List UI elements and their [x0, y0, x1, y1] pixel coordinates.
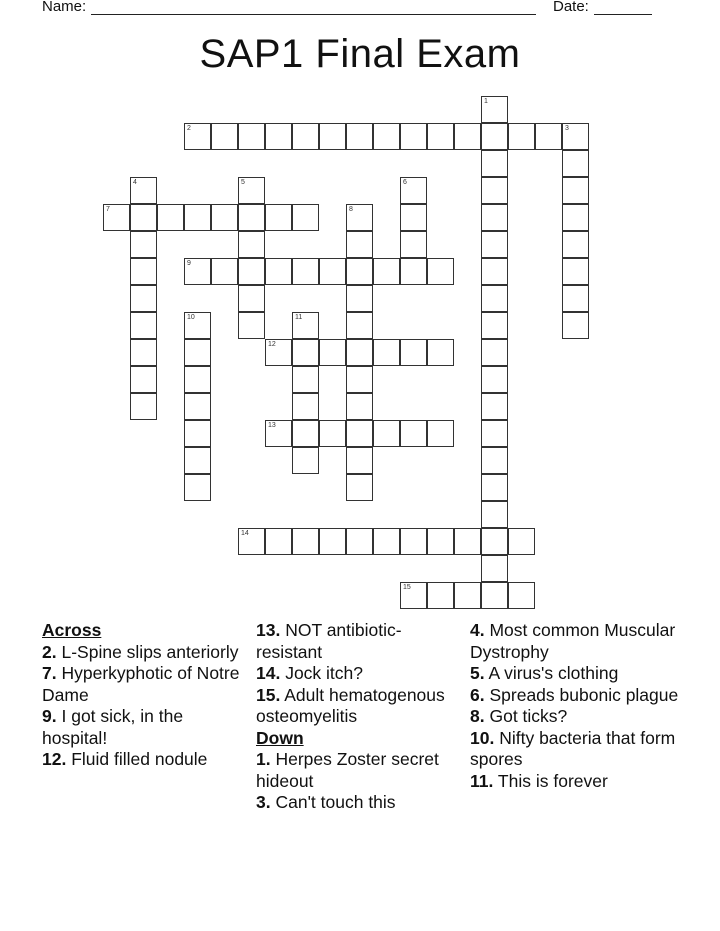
grid-cell[interactable]: [130, 339, 157, 366]
grid-cell[interactable]: [427, 582, 454, 609]
grid-cell[interactable]: [508, 528, 535, 555]
clue-number: 1: [484, 98, 488, 105]
grid-cell[interactable]: [238, 528, 265, 555]
grid-cell[interactable]: [265, 258, 292, 285]
grid-cell[interactable]: [346, 447, 373, 474]
clue-down-11: 11. This is forever: [470, 770, 608, 791]
grid-cell[interactable]: [481, 96, 508, 123]
grid-cell[interactable]: [400, 204, 427, 231]
clue-number: 6: [403, 179, 407, 186]
grid-cell[interactable]: [265, 123, 292, 150]
grid-cell[interactable]: [481, 150, 508, 177]
grid-cell[interactable]: [238, 312, 265, 339]
grid-cell[interactable]: [481, 474, 508, 501]
grid-cell[interactable]: [481, 204, 508, 231]
grid-cell[interactable]: [130, 393, 157, 420]
grid-cell[interactable]: [562, 177, 589, 204]
grid-cell[interactable]: [373, 258, 400, 285]
grid-cell[interactable]: [130, 177, 157, 204]
grid-cell[interactable]: [481, 447, 508, 474]
grid-cell[interactable]: [319, 420, 346, 447]
grid-cell[interactable]: [346, 123, 373, 150]
grid-cell[interactable]: [346, 204, 373, 231]
grid-cell[interactable]: [346, 258, 373, 285]
grid-cell[interactable]: [292, 528, 319, 555]
grid-cell[interactable]: [130, 312, 157, 339]
clue-number: 2: [187, 125, 191, 132]
grid-cell[interactable]: [481, 501, 508, 528]
grid-cell[interactable]: [238, 177, 265, 204]
clue-column-1: [42, 620, 247, 771]
clue-down-4: 4. Most common Muscular Dystrophy: [470, 620, 676, 662]
grid-cell[interactable]: [103, 204, 130, 231]
grid-cell[interactable]: [373, 339, 400, 366]
grid-cell[interactable]: [292, 204, 319, 231]
grid-cell[interactable]: [481, 258, 508, 285]
clue-number: 4: [133, 179, 137, 186]
grid-cell[interactable]: [400, 177, 427, 204]
grid-cell[interactable]: [454, 528, 481, 555]
grid-cell[interactable]: [265, 339, 292, 366]
grid-cell[interactable]: [481, 123, 508, 150]
grid-cell[interactable]: [427, 339, 454, 366]
clue-down-1: 1. Herpes Zoster secret hideout: [256, 749, 439, 791]
grid-cell[interactable]: [184, 393, 211, 420]
grid-cell[interactable]: [400, 582, 427, 609]
grid-cell[interactable]: [265, 528, 292, 555]
grid-cell[interactable]: [238, 231, 265, 258]
grid-cell[interactable]: [373, 528, 400, 555]
grid-cell[interactable]: [481, 582, 508, 609]
grid-cell[interactable]: [292, 339, 319, 366]
grid-cell[interactable]: [184, 420, 211, 447]
grid-cell[interactable]: [427, 420, 454, 447]
grid-cell[interactable]: [130, 204, 157, 231]
grid-cell[interactable]: [562, 312, 589, 339]
grid-cell[interactable]: [292, 123, 319, 150]
grid-cell[interactable]: [481, 366, 508, 393]
grid-cell[interactable]: [481, 420, 508, 447]
grid-cell[interactable]: [130, 366, 157, 393]
clue-down-3: 3. Can't touch this: [256, 792, 396, 812]
clue-number: 13: [268, 422, 276, 429]
clue-number: 3: [565, 125, 569, 132]
grid-cell[interactable]: [481, 555, 508, 582]
clue-number: 5: [241, 179, 245, 186]
clue-down-6: 6. Spreads bubonic plague: [470, 684, 679, 705]
clue-number: 12: [268, 341, 276, 348]
grid-cell[interactable]: [346, 474, 373, 501]
grid-cell[interactable]: [184, 366, 211, 393]
grid-cell[interactable]: [238, 258, 265, 285]
grid-cell[interactable]: [454, 123, 481, 150]
grid-cell[interactable]: [184, 447, 211, 474]
grid-cell[interactable]: [238, 285, 265, 312]
clue-down-10: 10. Nifty bacteria that form spores: [470, 727, 676, 769]
grid-cell[interactable]: [427, 123, 454, 150]
grid-cell[interactable]: [211, 123, 238, 150]
grid-cell[interactable]: [373, 123, 400, 150]
grid-cell[interactable]: [292, 447, 319, 474]
grid-cell[interactable]: [211, 258, 238, 285]
grid-cell[interactable]: [562, 150, 589, 177]
clue-number: 11: [295, 314, 303, 321]
grid-cell[interactable]: [400, 123, 427, 150]
grid-cell[interactable]: [346, 366, 373, 393]
grid-cell[interactable]: [562, 123, 589, 150]
grid-cell[interactable]: [292, 366, 319, 393]
clue-across-14: 14. Jock itch?: [256, 663, 364, 683]
grid-cell[interactable]: [400, 258, 427, 285]
clue-across-2: 2. L-Spine slips anteriorly: [42, 641, 239, 662]
clue-number: 15: [403, 584, 411, 591]
grid-cell[interactable]: [292, 393, 319, 420]
grid-cell[interactable]: [481, 528, 508, 555]
clue-across-7: 7. Hyperkyphotic of Notre Dame: [42, 663, 240, 705]
clue-across-12: 12. Fluid filled nodule: [42, 749, 208, 769]
grid-cell[interactable]: [292, 258, 319, 285]
date-label: Date:: [553, 0, 589, 15]
clue-across-13: 13. NOT antibiotic-resistant: [256, 620, 402, 662]
clue-down-5: 5. A virus's clothing: [470, 663, 619, 683]
name-label: Name:: [42, 0, 87, 15]
grid-cell[interactable]: [211, 204, 238, 231]
grid-cell[interactable]: [184, 312, 211, 339]
clue-number: 8: [349, 206, 353, 213]
grid-cell[interactable]: [292, 420, 319, 447]
grid-cell[interactable]: [508, 123, 535, 150]
grid-cell[interactable]: [319, 258, 346, 285]
grid-cell[interactable]: [346, 312, 373, 339]
clue-number: 7: [106, 206, 110, 213]
grid-cell[interactable]: [400, 528, 427, 555]
grid-cell[interactable]: [265, 420, 292, 447]
grid-cell[interactable]: [346, 339, 373, 366]
grid-cell[interactable]: [481, 177, 508, 204]
grid-cell[interactable]: [292, 312, 319, 339]
clue-down-8: 8. Got ticks?: [470, 706, 568, 726]
grid-cell[interactable]: [346, 285, 373, 312]
grid-cell[interactable]: [427, 528, 454, 555]
grid-cell[interactable]: [157, 204, 184, 231]
grid-cell[interactable]: [346, 528, 373, 555]
clue-across-9: 9. I got sick, in the hospital!: [42, 706, 184, 748]
grid-cell[interactable]: [346, 231, 373, 258]
across-heading: Across: [42, 620, 102, 640]
clue-number: 9: [187, 260, 191, 267]
clue-column-3: [470, 620, 685, 792]
grid-cell[interactable]: [130, 258, 157, 285]
grid-cell[interactable]: [400, 420, 427, 447]
clue-column-2: [256, 620, 461, 814]
grid-cell[interactable]: [454, 582, 481, 609]
grid-cell[interactable]: [346, 393, 373, 420]
grid-cell[interactable]: [481, 285, 508, 312]
grid-cell[interactable]: [184, 204, 211, 231]
grid-cell[interactable]: [184, 474, 211, 501]
grid-cell[interactable]: [481, 231, 508, 258]
grid-cell[interactable]: [238, 204, 265, 231]
grid-cell[interactable]: [400, 339, 427, 366]
clue-across-15: 15. Adult hematogenous osteomyelitis: [256, 684, 445, 726]
grid-cell[interactable]: [427, 258, 454, 285]
grid-cell[interactable]: [535, 123, 562, 150]
grid-cell[interactable]: [184, 339, 211, 366]
grid-cell[interactable]: [265, 204, 292, 231]
grid-cell[interactable]: [481, 312, 508, 339]
grid-cell[interactable]: [184, 123, 211, 150]
grid-cell[interactable]: [481, 339, 508, 366]
grid-cell[interactable]: [346, 420, 373, 447]
grid-cell[interactable]: [184, 258, 211, 285]
down-heading: Down: [256, 727, 304, 748]
grid-cell[interactable]: [562, 258, 589, 285]
grid-cell[interactable]: [319, 339, 346, 366]
clue-number: 14: [241, 530, 249, 537]
clue-number: 10: [187, 314, 195, 321]
grid-cell[interactable]: [481, 393, 508, 420]
page-title: SAP1 Final Exam: [199, 32, 521, 76]
grid-cell[interactable]: [319, 528, 346, 555]
grid-cell[interactable]: [373, 420, 400, 447]
grid-cell[interactable]: [562, 285, 589, 312]
grid-cell[interactable]: [400, 231, 427, 258]
grid-cell[interactable]: [508, 582, 535, 609]
grid-cell[interactable]: [130, 285, 157, 312]
grid-cell[interactable]: [130, 231, 157, 258]
grid-cell[interactable]: [238, 123, 265, 150]
grid-cell[interactable]: [562, 231, 589, 258]
grid-cell[interactable]: [562, 204, 589, 231]
grid-cell[interactable]: [319, 123, 346, 150]
